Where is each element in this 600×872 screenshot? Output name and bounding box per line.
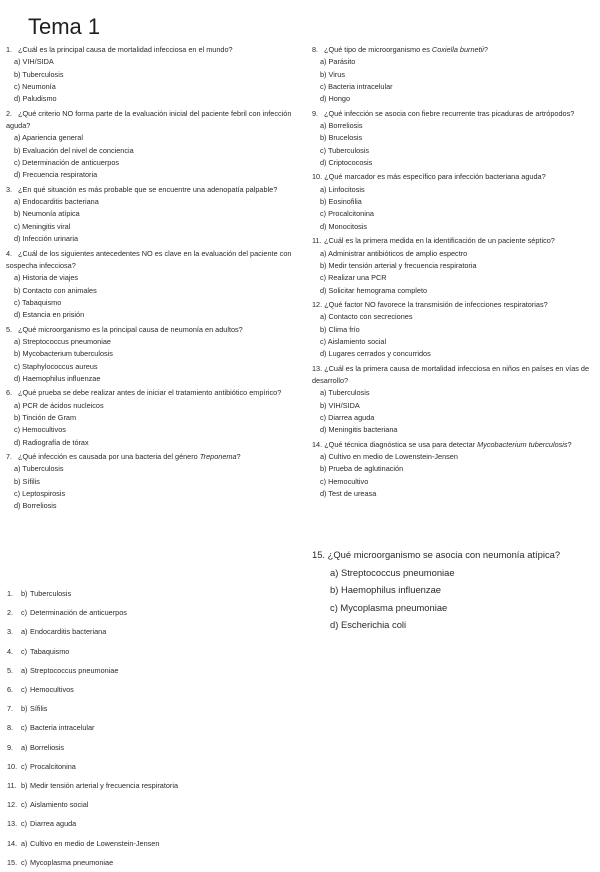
answer-option: c) Hemocultivos: [14, 425, 66, 435]
answer-option: b) Eosinofilia: [320, 197, 362, 207]
answer-text: Diarrea aguda: [30, 819, 77, 829]
answer-option: b) Tuberculosis: [14, 69, 64, 79]
question: [312, 171, 596, 183]
question-text: ¿Qué técnica diagnóstica se usa para detectar: [324, 439, 478, 449]
answer-option: c) Aislamiento social: [320, 336, 387, 346]
answer-option: a) Linfocitosis: [320, 184, 365, 194]
answer-number: 8.: [7, 723, 14, 733]
answer-option: d) Radiografía de tórax: [14, 437, 89, 447]
answer-key-row: [7, 699, 267, 718]
question-text: ¿Qué infección se asocia con fiebre recurrente tras picaduras de artrópodos?: [324, 108, 575, 118]
answer-option: d) Test de ureasa: [320, 489, 377, 499]
answer-text: Endocarditis bacteriana: [30, 627, 107, 637]
answer-number: 10.: [7, 761, 18, 771]
answer-text: Medir tensión arterial y frecuencia respiratoria: [30, 781, 179, 791]
answer-letter: c): [21, 723, 28, 733]
answer-letter: a): [21, 665, 28, 675]
answer-option: d) Infección urinaria: [14, 234, 79, 244]
question: [312, 363, 596, 388]
answer-option: c) Meningitis viral: [14, 221, 71, 231]
question-number: 7.: [6, 452, 13, 461]
answer-option: b) Neumonía atípica: [14, 209, 80, 219]
question-text: ¿Qué microorganismo se asocia con neumonía atípica?: [327, 549, 561, 560]
answer-key-row: [7, 757, 267, 776]
answer-text: Mycoplasma pneumoniae: [30, 857, 114, 867]
answer-option: d) Escherichia coli: [330, 619, 407, 631]
question: [312, 44, 596, 56]
answer-key-row: [7, 584, 267, 603]
answer-key-row: [7, 853, 267, 872]
question-number: 14.: [312, 439, 323, 449]
answer-key-row: [7, 776, 267, 795]
question-number: 15.: [312, 549, 326, 560]
question-text: ¿Qué microorganismo es la principal causa de neumonía en adultos?: [18, 324, 243, 334]
answer-option: b) Mycobacterium tuberculosis: [14, 349, 113, 359]
answer-option: d) Hongo: [320, 94, 351, 104]
answer-text: Borreliosis: [30, 742, 65, 752]
answer-letter: c): [21, 800, 28, 810]
left-question-column: [6, 44, 306, 513]
question-number: 13.: [312, 363, 323, 373]
answer-text: Tabaquismo: [30, 646, 70, 656]
answer-option: d) Paludismo: [14, 94, 57, 104]
question-text: ¿Cuál es la primera causa de mortalidad infecciosa en niños en países en vías de desarrollo?: [312, 363, 590, 385]
answer-number: 7.: [7, 704, 14, 714]
question-text: ¿En qué situación es más probable que se encuentre una adenopatía palpable?: [18, 184, 278, 194]
answer-option: d) Frecuencia respiratoria: [14, 170, 98, 180]
answer-option: a) Contacto con secreciones: [320, 312, 413, 322]
answer-letter: c): [21, 685, 28, 695]
answer-option: d) Monocitosis: [320, 221, 368, 231]
question: [312, 299, 596, 311]
question-number: 9.: [312, 108, 319, 118]
question-text: ¿Cuál es la primera medida en la identificación de un paciente séptico?: [324, 236, 555, 246]
question-text: ¿Qué prueba se debe realizar antes de iniciar el tratamiento antibiótico empírico?: [18, 388, 282, 398]
answer-option: a) Administrar antibióticos de amplio espectro: [320, 248, 468, 258]
question-number: 8.: [312, 45, 319, 54]
answer-number: 14.: [7, 838, 18, 848]
answer-option: c) Realizar una PCR: [320, 273, 387, 283]
question-text: ¿Qué marcador es más específico para infección bacteriana aguda?: [324, 172, 546, 182]
question: [6, 387, 306, 399]
answer-option: d) Borreliosis: [14, 501, 57, 511]
question-text: ¿Qué factor NO favorece la transmisión de infecciones respiratorias?: [324, 299, 548, 309]
answer-option: d) Solicitar hemograma completo: [320, 285, 428, 295]
question: [6, 248, 306, 273]
question-text: ¿Cuál es la principal causa de mortalidad infecciosa en el mundo?: [18, 45, 233, 54]
answer-number: 3.: [7, 627, 14, 637]
answer-option: a) Cultivo en medio de Lowenstein-Jensen: [320, 452, 458, 461]
answer-option: b) Virus: [320, 69, 346, 79]
question-text-end: ?: [483, 45, 488, 54]
question: [312, 235, 596, 247]
answer-option: c) Procalcitonina: [320, 209, 374, 219]
question-text-italic: Coxiella burnetii: [431, 45, 484, 54]
answer-key-row: [7, 814, 267, 833]
answer-text: Bacteria intracelular: [30, 723, 95, 733]
highlighted-question-block: [306, 546, 598, 634]
answer-number: 15.: [7, 857, 18, 867]
answer-number: 4.: [7, 646, 14, 656]
answer-letter: a): [21, 627, 28, 637]
answer-option: c) Diarrea aguda: [320, 412, 375, 422]
answer-text: Tuberculosis: [30, 589, 72, 598]
question: [6, 184, 306, 196]
question-number: 5.: [6, 324, 13, 334]
question-number: 11.: [312, 236, 322, 246]
answer-number: 12.: [7, 800, 18, 810]
answer-option: b) Tinción de Gram: [14, 412, 77, 422]
answer-option: c) Tuberculosis: [320, 145, 370, 155]
answer-letter: c): [21, 608, 28, 618]
answer-letter: c): [21, 761, 28, 771]
answer-text: Determinación de anticuerpos: [30, 608, 127, 618]
answer-option: c) Neumonía: [14, 82, 56, 92]
answer-option: d) Meningitis bacteriana: [320, 425, 398, 435]
question-text: ¿Qué infección es causada por una bacteria del género: [18, 452, 200, 461]
answer-key-row: [7, 680, 267, 699]
answer-option: a) Historia de viajes: [14, 273, 79, 283]
answer-key-row: [7, 834, 267, 853]
answer-key-row: [7, 795, 267, 814]
answer-option: a) PCR de ácidos nucleicos: [14, 400, 104, 410]
answer-option: a) Parásito: [320, 57, 356, 67]
right-question-column: [312, 44, 596, 500]
question-number: 6.: [6, 388, 13, 398]
answer-option: a) Tuberculosis: [320, 388, 370, 398]
answer-letter: c): [21, 646, 28, 656]
answer-letter: a): [21, 742, 28, 752]
answer-letter: b): [21, 704, 28, 714]
answer-option: c) Determinación de anticuerpos: [14, 158, 120, 168]
answer-option: c) Bacteria intracelular: [320, 82, 393, 92]
answer-letter: b): [21, 589, 28, 598]
answer-option: b) Contacto con animales: [14, 285, 97, 295]
answer-number: 13.: [7, 819, 18, 829]
question-number: 3.: [6, 184, 13, 194]
answer-option: c) Tabaquismo: [14, 297, 62, 307]
answer-number: 2.: [7, 608, 14, 618]
answer-option: a) Streptococcus pneumoniae: [14, 336, 111, 346]
answer-option: a) VIH/SIDA: [14, 57, 54, 67]
question: [306, 546, 598, 564]
question: [6, 451, 306, 463]
question: [6, 324, 306, 336]
answer-option: b) Brucelosis: [320, 133, 363, 143]
answer-option: c) Hemocultivo: [320, 476, 369, 486]
answer-text: Cultivo en medio de Lowenstein-Jensen: [30, 838, 160, 848]
answer-number: 5.: [7, 665, 14, 675]
answer-text: Aislamiento social: [30, 800, 89, 810]
question-text: ¿Qué criterio NO forma parte de la evaluación inicial del paciente febril con infección aguda?: [6, 108, 292, 131]
answer-option: d) Haemophilus influenzae: [14, 373, 101, 383]
answer-key-row: [7, 603, 267, 622]
answer-number: 9.: [7, 742, 14, 752]
answer-text: Streptococcus pneumoniae: [30, 665, 119, 675]
question-number: 1.: [6, 45, 13, 54]
answer-option: d) Criptococosis: [320, 158, 373, 168]
answer-option: a) Streptococcus pneumoniae: [330, 566, 455, 578]
answer-option: d) Estancia en prisión: [14, 310, 85, 320]
answer-key-row: [7, 738, 267, 757]
answer-option: b) VIH/SIDA: [320, 400, 360, 410]
question-text: ¿Cuál de los siguientes antecedentes NO es clave en la evaluación del paciente con sospecha infecciosa?: [6, 248, 292, 270]
answer-option: a) Tuberculosis: [14, 464, 64, 474]
answer-key-row: [7, 661, 267, 680]
answer-option: b) Prueba de aglutinación: [320, 464, 404, 474]
question-text-italic: Treponema: [199, 452, 237, 461]
answer-option: b) Haemophilus influenzae: [330, 584, 442, 596]
question-text-end: ?: [236, 452, 241, 461]
question-number: 12.: [312, 299, 323, 309]
answer-option: a) Borreliosis: [320, 121, 363, 131]
question-text: ¿Qué tipo de microorganismo es: [324, 45, 432, 54]
question-text-italic: Mycobacterium tuberculosis: [477, 439, 568, 449]
answer-option: a) Apariencia general: [14, 133, 83, 143]
page-title: Tema 1: [28, 14, 101, 39]
question: [312, 439, 596, 451]
answer-text: Sífilis: [30, 704, 48, 714]
answer-key-row: [7, 622, 267, 641]
answer-number: 11.: [7, 781, 17, 791]
answer-key-row: [7, 718, 267, 737]
answer-letter: c): [21, 819, 28, 829]
answer-letter: a): [21, 838, 28, 848]
question-number: 10.: [312, 172, 323, 182]
answer-option: a) Endocarditis bacteriana: [14, 197, 99, 207]
answer-option: b) Evaluación del nivel de conciencia: [14, 145, 134, 155]
answer-option: c) Leptospirosis: [14, 489, 66, 499]
answer-letter: c): [21, 857, 28, 867]
answer-text: Procalcitonina: [30, 761, 76, 771]
question-text-end: ?: [567, 439, 572, 449]
answer-key: [7, 584, 267, 872]
answer-number: 1.: [7, 589, 14, 598]
answer-option: c) Staphylococcus aureus: [14, 361, 98, 371]
question: [6, 44, 306, 56]
answer-option: b) Medir tensión arterial y frecuencia respiratoria: [320, 260, 477, 270]
answer-number: 6.: [7, 685, 14, 695]
question: [6, 108, 306, 133]
answer-text: Hemocultivos: [30, 685, 74, 695]
question-number: 2.: [6, 108, 13, 118]
answer-key-row: [7, 642, 267, 661]
answer-option: d) Lugares cerrados y concurridos: [320, 349, 431, 359]
answer-option: b) Clima frío: [320, 324, 360, 334]
answer-letter: b): [21, 781, 28, 791]
answer-option: c) Mycoplasma pneumoniae: [330, 601, 448, 613]
question: [312, 108, 596, 120]
question-number: 4.: [6, 248, 13, 258]
answer-option: b) Sífilis: [14, 476, 40, 486]
